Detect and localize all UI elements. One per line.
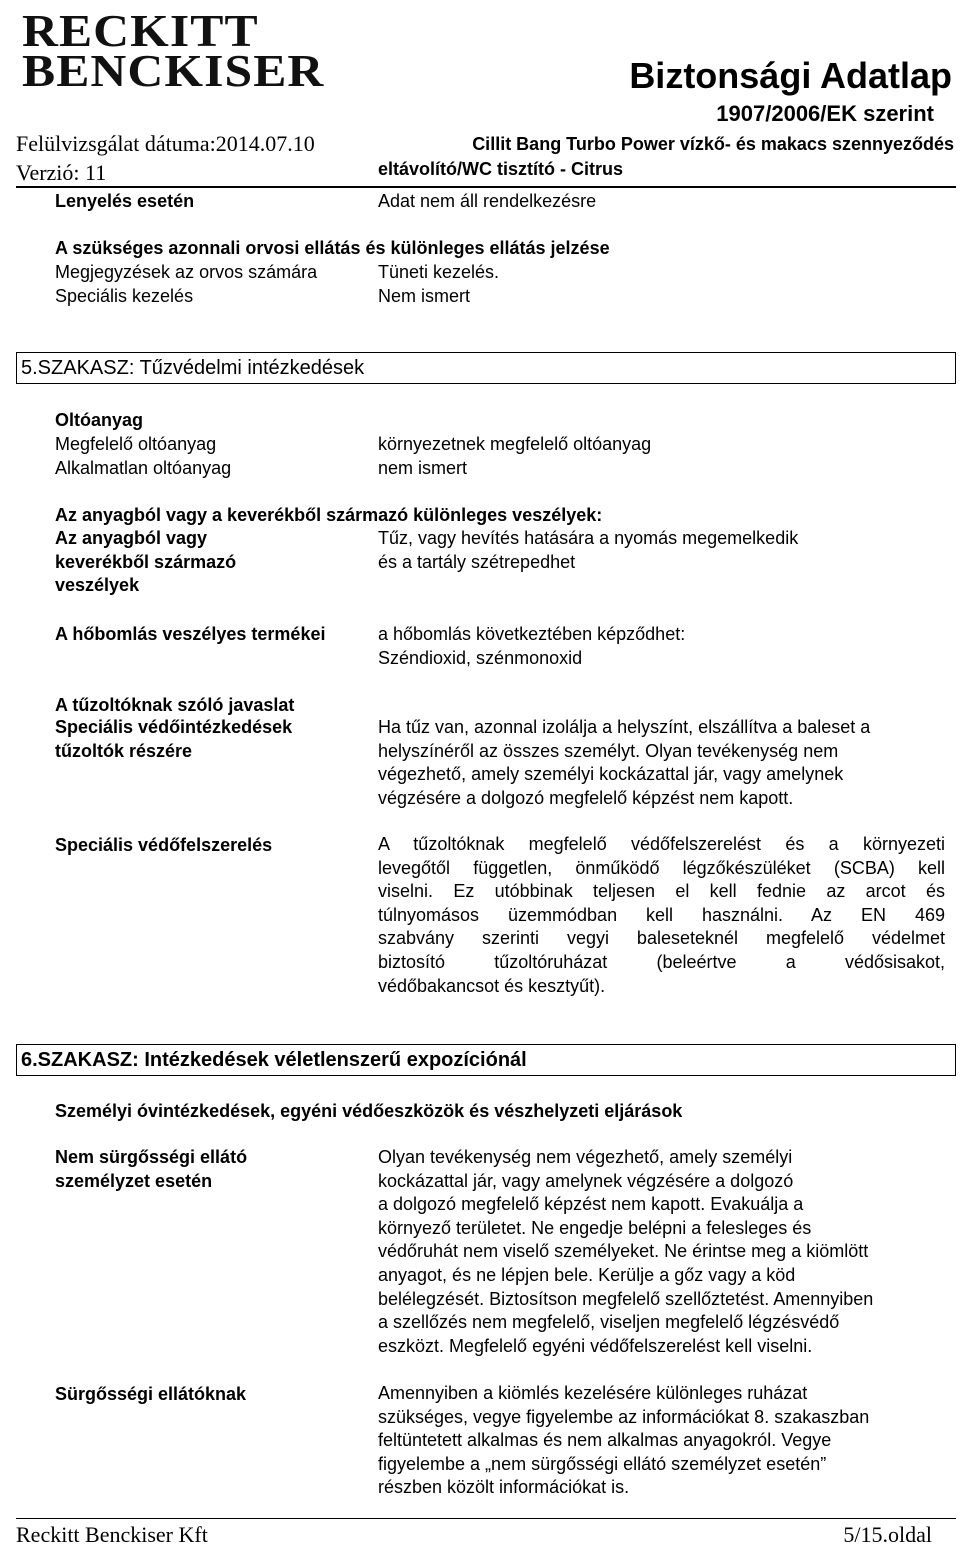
unsuitable-media-label: Alkalmatlan oltóanyag	[55, 458, 232, 478]
emergency-responders-line: feltüntetett alkalmas és nem alkalmas anyagokról. Vegye	[378, 1430, 832, 1451]
special-hazards-value	[378, 527, 798, 574]
emergency-responders-value	[378, 1382, 869, 1500]
doctor-notes-value: Tüneti kezelés.	[378, 262, 500, 282]
protective-equipment-line: szabvány szerinti vegyi baleseteknél megfelelő védelmet	[378, 928, 945, 949]
emergency-responders-line: Amennyiben a kiömlés kezelésére különleges ruházat	[378, 1383, 808, 1403]
product-name-line-2: eltávolító/WC tisztító - Citrus	[378, 159, 623, 179]
decomposition-value-line-2: Széndioxid, szénmonoxid	[378, 648, 583, 668]
non-emergency-line: eszközt. Megfelelő egyéni védőfelszerelést kell viselni.	[378, 1335, 813, 1356]
version: Verzió: 11	[16, 160, 107, 185]
extinguishing-media-heading: Oltóanyag	[55, 410, 144, 430]
protective-equipment-line: viselni. Ez utóbbinak teljesen el kell fednie az arcot és	[378, 881, 945, 902]
unsuitable-media-value: nem ismert	[378, 458, 468, 478]
special-measures-line: végzésére a dolgozó megfelelő képzést nem kapott.	[378, 787, 794, 808]
logo-line-2: BENCKISER	[22, 45, 325, 96]
special-hazards-value-line: és a tartály szétrepedhet	[378, 551, 576, 572]
non-emergency-label-line: személyzet esetén	[55, 1170, 213, 1191]
special-hazards-label-line: veszélyek	[55, 575, 140, 596]
non-emergency-line: kockázattal jár, vagy amelynek végzésére a dolgozó	[378, 1170, 794, 1191]
suitable-media-value: környezetnek megfelelő oltóanyag	[378, 434, 652, 454]
emergency-responders-line: részben közölt információkat is.	[378, 1477, 630, 1498]
special-hazards-value-line: Tűz, vagy hevítés hatására a nyomás megemelkedik	[378, 528, 799, 548]
decomposition-value-line-1: a hőbomlás következtében képződhet:	[378, 624, 686, 644]
section-5-title: 5.SZAKASZ: Tűzvédelmi intézkedések	[21, 357, 365, 379]
special-measures-label	[55, 716, 292, 763]
non-emergency-line: védőruhát nem viselő személyeket. Ne érintse meg a kiömlött	[378, 1241, 869, 1262]
special-treatment-value: Nem ismert	[378, 286, 471, 306]
non-emergency-line: belélegzését. Biztosítson megfelelő szellőztetést. Amennyiben	[378, 1288, 874, 1309]
footer-page-number: 5/15.oldal	[843, 1522, 932, 1547]
section-6-header	[16, 1044, 956, 1076]
special-hazards-label	[55, 527, 236, 598]
special-hazards-label-line: Az anyagból vagy	[55, 528, 208, 548]
special-treatment-label: Speciális kezelés	[55, 286, 194, 306]
special-measures-label-line: tűzoltók részére	[55, 740, 193, 761]
special-measures-line: helyszínéről az összes személyt. Olyan tevékenység nem	[378, 740, 839, 761]
special-measures-value	[378, 716, 870, 810]
non-emergency-line: Olyan tevékenység nem végezhető, amely személyi	[378, 1147, 793, 1167]
product-name-line-1: Cillit Bang Turbo Power vízkő- és makacs szennyeződés	[472, 134, 954, 154]
firefighters-advice-heading: A tűzoltóknak szóló javaslat	[55, 695, 295, 715]
special-measures-label-line: Speciális védőintézkedések	[55, 717, 293, 737]
doctor-notes-label: Megjegyzések az orvos számára	[55, 262, 318, 282]
medical-attention-heading: A szükséges azonnali orvosi ellátás és különleges ellátás jelzése	[55, 238, 610, 258]
regulation: 1907/2006/EK szerint	[716, 101, 934, 126]
special-measures-line: Ha tűz van, azonnal izolálja a helyszínt, elszállítva a baleset a	[378, 717, 871, 737]
section-6-title: 6.SZAKASZ: Intézkedések véletlenszerű expozíciónál	[21, 1049, 527, 1071]
footer-company: Reckitt Benckiser Kft	[16, 1522, 208, 1547]
non-emergency-line: a szellőzés nem megfelelő, viseljen megfelelő légzésvédő	[378, 1312, 840, 1333]
special-hazards-label-line: keverékből származó	[55, 551, 237, 572]
protective-equipment-value	[378, 833, 945, 998]
protective-equipment-line: levegőtől független, önműködő légzőkészüléket (SCBA) kell	[378, 857, 945, 878]
company-logo	[22, 5, 325, 96]
non-emergency-line: a dolgozó megfelelő képzést nem kapott. Evakuálja a	[378, 1194, 804, 1215]
emergency-responders-line: szükséges, vegye figyelembe az információkat 8. szakaszban	[378, 1406, 870, 1427]
non-emergency-label	[55, 1146, 247, 1193]
non-emergency-label-line: Nem sürgősségi ellátó	[55, 1147, 248, 1167]
decomposition-label: A hőbomlás veszélyes termékei	[55, 624, 326, 644]
document-title: Biztonsági Adatlap	[629, 55, 952, 96]
emergency-responders-label: Sürgősségi ellátóknak	[55, 1384, 247, 1404]
protective-equipment-line: biztosító tűzoltóruházat (beleértve a védősisakot,	[378, 951, 945, 972]
non-emergency-line: anyagot, és ne lépjen bele. Kerülje a gőz vagy a köd	[378, 1264, 796, 1285]
protective-equipment-label: Speciális védőfelszerelés	[55, 835, 273, 855]
revision-date: Felülvizsgálat dátuma:2014.07.10	[16, 131, 315, 156]
ingestion-value: Adat nem áll rendelkezésre	[378, 191, 597, 211]
protective-equipment-line: túlnyomásos üzemmódban kell használni. Az EN 469	[378, 904, 945, 925]
section-5-header	[16, 352, 956, 384]
emergency-responders-line: figyelembe a „nem sürgősségi ellátó személyzet esetén”	[378, 1453, 827, 1474]
non-emergency-value	[378, 1146, 873, 1358]
personal-precautions-heading: Személyi óvintézkedések, egyéni védőeszközök és vészhelyzeti eljárások	[55, 1101, 683, 1121]
suitable-media-label: Megfelelő oltóanyag	[55, 434, 217, 454]
header-rule	[16, 186, 956, 188]
non-emergency-line: környező területet. Ne engedje belépni a felesleges és	[378, 1217, 812, 1238]
ingestion-label: Lenyelés esetén	[55, 191, 195, 211]
special-measures-line: végezhető, amely személyi kockázattal jár, vagy amelynek	[378, 764, 844, 785]
footer-rule	[16, 1518, 956, 1519]
protective-equipment-line: védőbakancsot és kesztyűt).	[378, 975, 606, 996]
protective-equipment-line: A tűzoltóknak megfelelő védőfelszerelést és a környezeti	[378, 834, 945, 854]
logo-line-1: RECKITT	[22, 5, 259, 56]
special-hazards-heading: Az anyagból vagy a keverékből származó különleges veszélyek:	[55, 505, 603, 525]
